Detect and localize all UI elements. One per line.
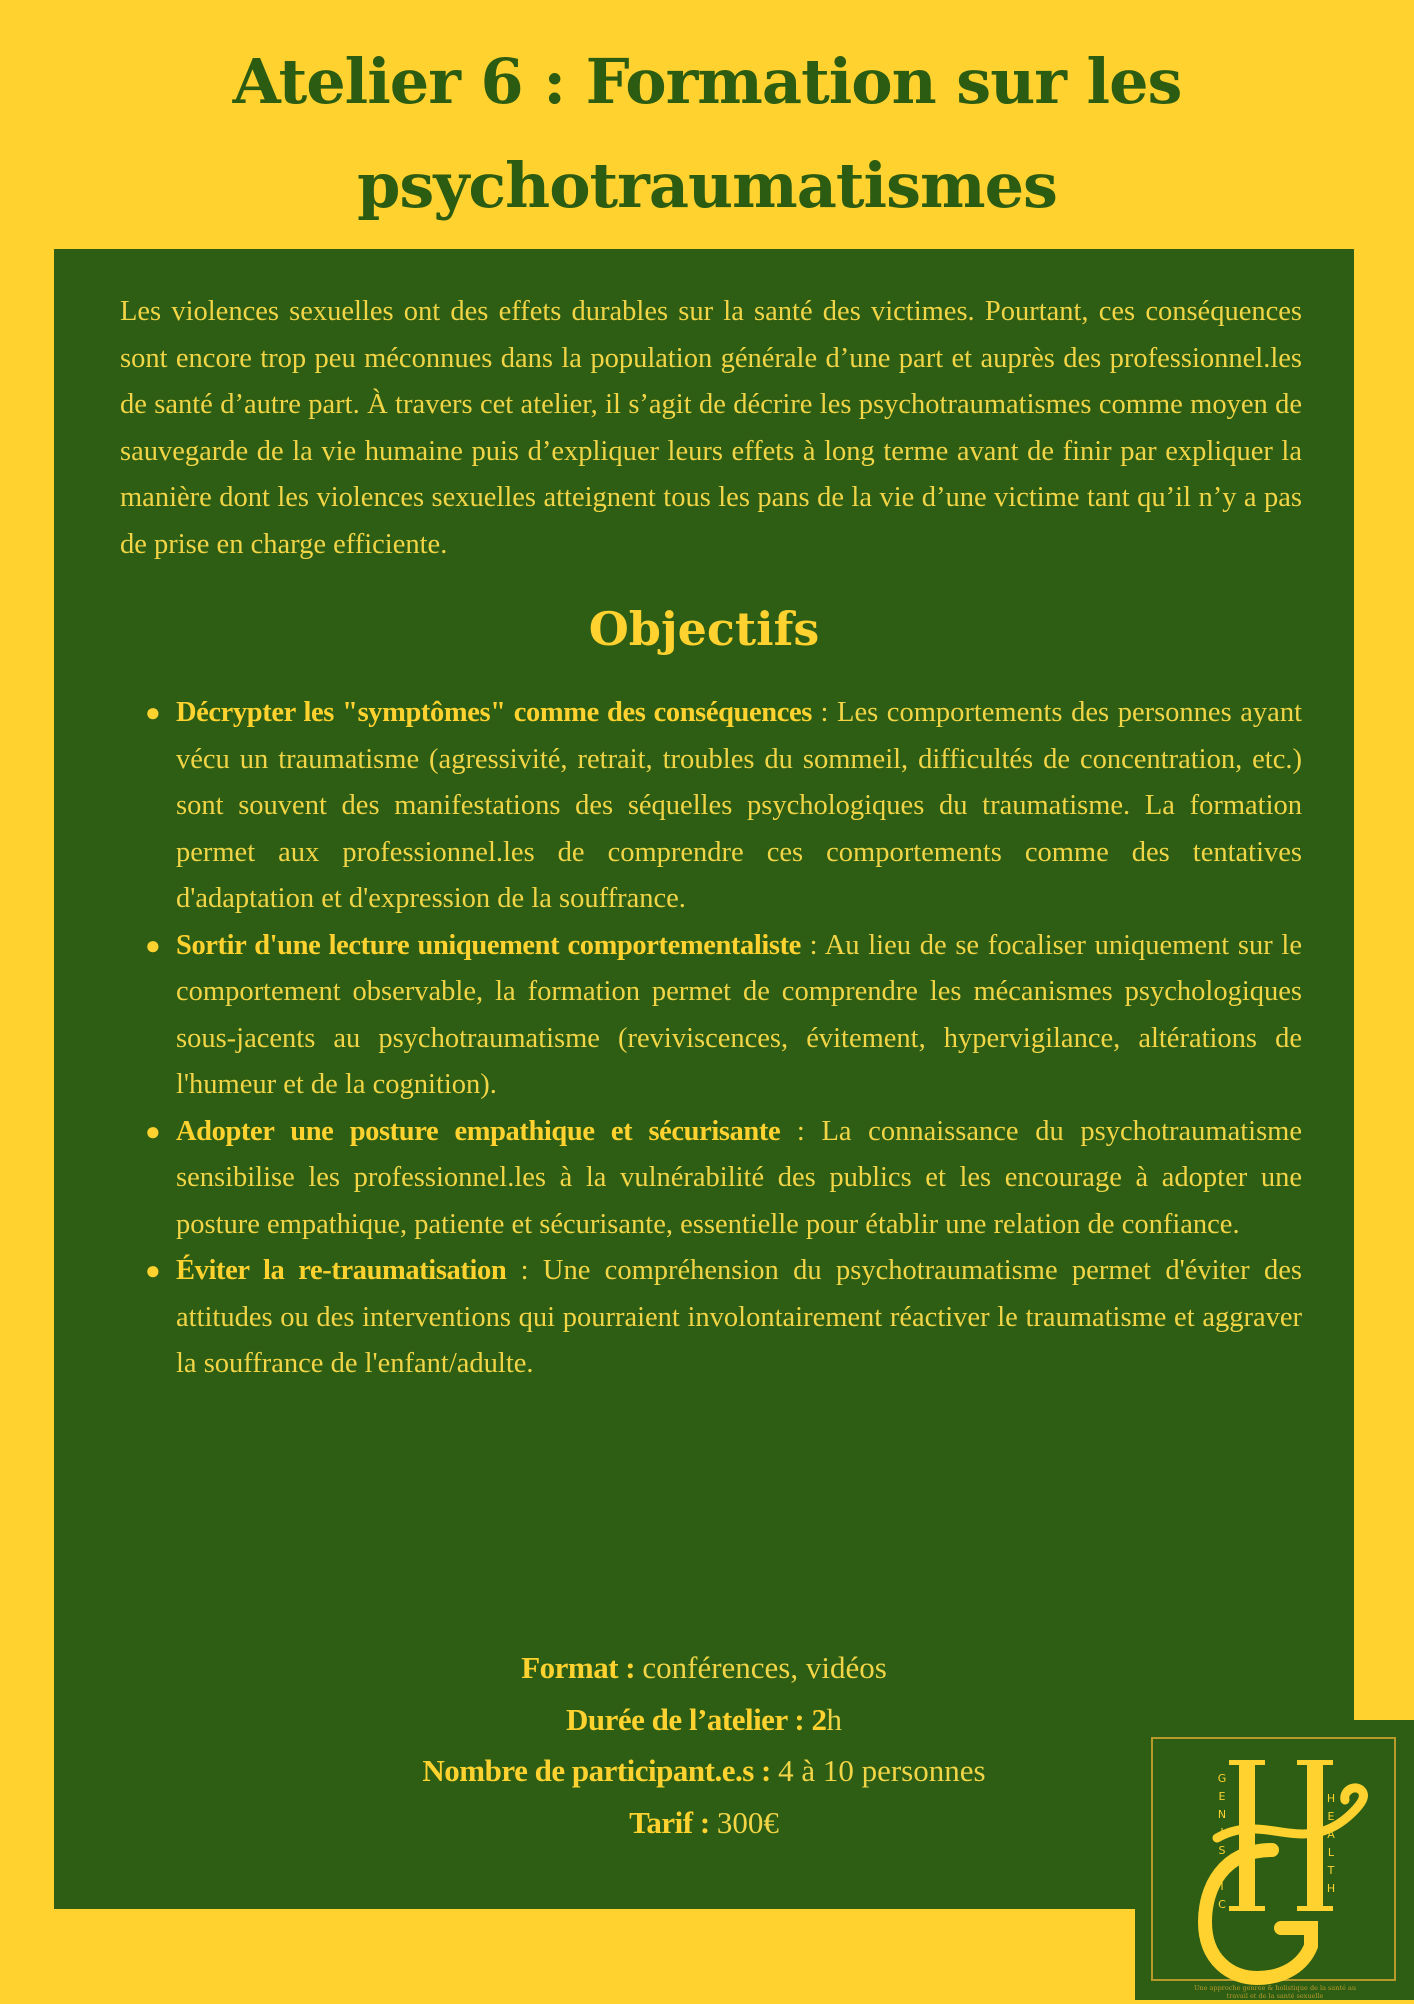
objectives-heading: Objectifs (588, 602, 820, 656)
objective-item (145, 923, 1302, 1109)
format-line (54, 1642, 1354, 1694)
bullet-icon: ● (145, 698, 161, 727)
price-value: 300€ (716, 1804, 779, 1840)
participants-label: Nombre de participant.e.s : (422, 1753, 779, 1788)
logo-letter: I (1220, 1880, 1224, 1893)
logo-letter: A (1327, 1828, 1335, 1841)
format-value: conférences, vidéos (642, 1650, 887, 1685)
logo-letter: H (1326, 1882, 1336, 1895)
duration-value: h (826, 1701, 842, 1737)
objective-title: Décrypter les "symptômes" comme des conséquences (176, 697, 812, 728)
logo-letter: T (1218, 1862, 1226, 1875)
format-label: Format : (521, 1650, 643, 1685)
bullet-icon: ● (145, 1256, 161, 1285)
logo-letter: S (1218, 1844, 1226, 1857)
price-label: Tarif : (629, 1804, 717, 1840)
content-panel (54, 249, 1354, 1909)
bullet-icon: ● (145, 930, 161, 960)
logo-letter: I (1220, 1826, 1224, 1839)
logo-letter: H (1326, 1792, 1336, 1805)
objective-text: : Au lieu de se focaliser uniquement sur le comportement observable, la formation permet de comprendre les mécanismes psychologiques sous-jacents au psychotraumatisme (reviviscences, évitement, hypervigilance, altérations de l'humeur et de la cognition). (176, 929, 1302, 1100)
objective-text: : La connaissance du psychotraumatisme sensibilise les professionnel.les à la vulnérabilité des publics et les encourage à adopter une posture empathique, patiente et sécurisante, essentielle pour établir une relation de confiance. (176, 1115, 1302, 1240)
objective-text: : Une compréhension du psychotraumatisme permet d'éviter des attitudes ou des interventions qui pourraient involontairement réactiver le traumatisme et aggraver la souffrance de l'enfant/adulte. (176, 1255, 1302, 1379)
objective-text: : Les comportements des personnes ayant vécu un traumatisme (agressivité, retrait, troubles du sommeil, difficultés de concentration, etc.) sont souvent des manifestations des séquelles psychologiques du traumatisme. La formation permet aux professionnel.les de comprendre ces comportements comme des tentatives d'adaptation et d'expression de la souffrance. (176, 697, 1302, 914)
bullet-icon: ● (145, 1116, 161, 1146)
objective-item (145, 1248, 1302, 1388)
logo-letter: C (1218, 1898, 1226, 1911)
page-title (0, 30, 1414, 238)
duration-label: Durée de l’atelier : 2 (566, 1701, 827, 1737)
participants-value: 4 à 10 personnes (778, 1753, 986, 1788)
logo-letter: G (1217, 1772, 1227, 1785)
logo-tagline-1: Une approche genrée & holistique de la santé au (1193, 1984, 1357, 1992)
objective-title: Éviter la re-traumatisation (176, 1255, 507, 1286)
genistic-health-logo (1135, 1720, 1414, 2000)
objectives-list (145, 690, 1302, 1388)
objective-title: Adopter une posture empathique et sécurisante (176, 1115, 781, 1147)
logo-letter: L (1327, 1846, 1335, 1859)
logo-letter: E (1218, 1790, 1226, 1803)
logo-mark-icon (1135, 1720, 1414, 2000)
logo-letter: T (1327, 1864, 1335, 1877)
logo-letter: E (1327, 1810, 1335, 1823)
objective-title: Sortir d'une lecture uniquement comportementaliste (176, 929, 801, 961)
title-line-2: psychotraumatismes (357, 149, 1057, 222)
objective-item (145, 690, 1302, 923)
logo-tagline-2: travail et de la santé sexuelle (1226, 1992, 1324, 2000)
objective-item (145, 1109, 1302, 1249)
intro-paragraph: Les violences sexuelles ont des effets durables sur la santé des victimes. Pourtant, ces conséquences sont encore trop peu méconnues dans la population générale d’une part et auprès des professionnel.les de santé d’autre part. À travers cet atelier, il s’agit de décrire les psychotraumatismes comme moyen de sauvegarde de la vie humaine puis d’expliquer leurs effets à long terme avant de finir par expliquer la manière dont les violences sexuelles atteignent tous les pans de la vie d’une victime tant qu’il n’y a pas de prise en charge efficiente. (120, 296, 1302, 560)
logo-letter: N (1217, 1808, 1227, 1821)
title-line-1: Atelier 6 : Formation sur les (232, 45, 1182, 118)
